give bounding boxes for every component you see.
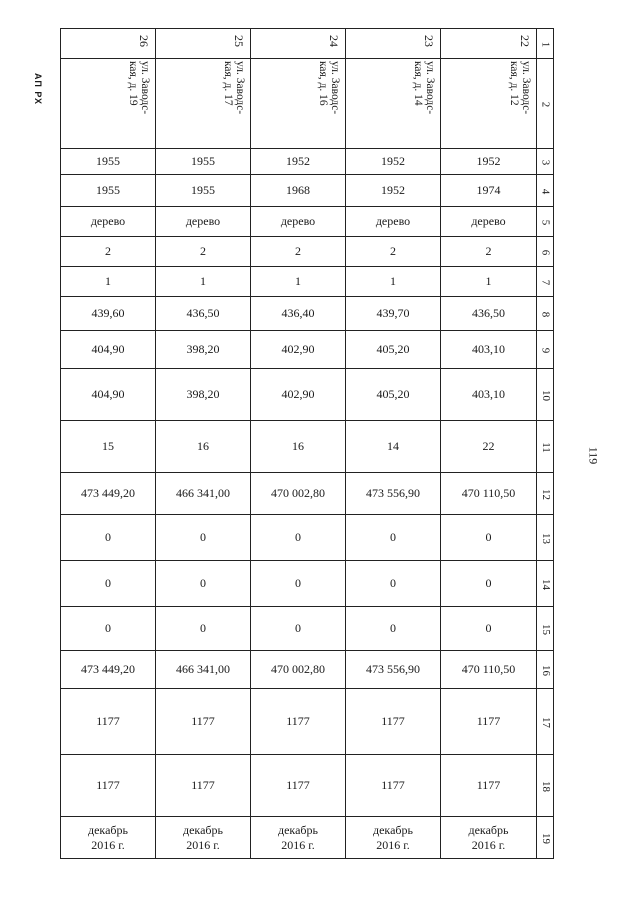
table-cell-record-number: 23 bbox=[346, 29, 441, 59]
table-cell: 398,20 bbox=[156, 369, 251, 421]
table-cell: 436,40 bbox=[251, 297, 346, 331]
table-cell: 1177 bbox=[346, 755, 441, 817]
table-cell: 466 341,00 bbox=[156, 473, 251, 515]
table-cell: 1968 bbox=[251, 175, 346, 207]
table-row-col-2 bbox=[61, 59, 554, 149]
table-row-col-8 bbox=[61, 297, 554, 331]
table-cell: 1955 bbox=[156, 175, 251, 207]
table-cell: 1955 bbox=[61, 175, 156, 207]
table-cell: 0 bbox=[346, 607, 441, 651]
table-cell: 1177 bbox=[251, 755, 346, 817]
table-row-col-16 bbox=[61, 651, 554, 689]
table-cell: 0 bbox=[61, 515, 156, 561]
table-cell-record-number: 26 bbox=[61, 29, 156, 59]
column-index-label: 11 bbox=[537, 421, 554, 473]
table-cell: 402,90 bbox=[251, 369, 346, 421]
table-row-col-11 bbox=[61, 421, 554, 473]
table-cell: 2 bbox=[441, 237, 537, 267]
table-cell: 14 bbox=[346, 421, 441, 473]
table-cell: 1952 bbox=[346, 175, 441, 207]
housing-register-table bbox=[60, 28, 554, 859]
table-cell: 0 bbox=[346, 515, 441, 561]
table-cell: 470 110,50 bbox=[441, 651, 537, 689]
table-cell: 402,90 bbox=[251, 331, 346, 369]
table-cell: 470 002,80 bbox=[251, 651, 346, 689]
table-cell-address: ул. Заводс- кая, д. 19 bbox=[61, 59, 156, 149]
table-cell: 404,90 bbox=[61, 331, 156, 369]
column-index-label: 1 bbox=[537, 29, 554, 59]
table-row-col-12 bbox=[61, 473, 554, 515]
table-cell: 1952 bbox=[346, 149, 441, 175]
table-cell: 2 bbox=[346, 237, 441, 267]
table-cell: 0 bbox=[441, 607, 537, 651]
column-index-label: 2 bbox=[537, 59, 554, 149]
table-cell: 1 bbox=[156, 267, 251, 297]
column-index-label: 18 bbox=[537, 755, 554, 817]
table-cell: 439,60 bbox=[61, 297, 156, 331]
table-cell-date: декабрь 2016 г. bbox=[346, 817, 441, 859]
table-cell: 0 bbox=[251, 561, 346, 607]
table-row-col-18 bbox=[61, 755, 554, 817]
table-cell: 405,20 bbox=[346, 369, 441, 421]
table-cell: 1177 bbox=[61, 755, 156, 817]
table-cell: 0 bbox=[441, 515, 537, 561]
table-cell: 403,10 bbox=[441, 331, 537, 369]
table-row-col-3 bbox=[61, 149, 554, 175]
page-number: 119 bbox=[586, 446, 601, 465]
table-cell: 1177 bbox=[156, 755, 251, 817]
table-cell-date: декабрь 2016 г. bbox=[156, 817, 251, 859]
table-row-col-6 bbox=[61, 237, 554, 267]
table-cell: 398,20 bbox=[156, 331, 251, 369]
table-cell: 1177 bbox=[441, 755, 537, 817]
table-cell: 466 341,00 bbox=[156, 651, 251, 689]
column-index-label: 5 bbox=[537, 207, 554, 237]
table-cell: 1177 bbox=[441, 689, 537, 755]
table-cell: 1955 bbox=[156, 149, 251, 175]
archive-stamp-label: АП РХ bbox=[33, 72, 44, 106]
table-cell: 2 bbox=[156, 237, 251, 267]
table-cell-record-number: 24 bbox=[251, 29, 346, 59]
column-index-label: 19 bbox=[537, 817, 554, 859]
column-index-label: 13 bbox=[537, 515, 554, 561]
table-cell: 1177 bbox=[156, 689, 251, 755]
column-index-label: 9 bbox=[537, 331, 554, 369]
table-cell: 15 bbox=[61, 421, 156, 473]
column-index-label: 12 bbox=[537, 473, 554, 515]
table-cell-address: ул. Заводс- кая, д. 14 bbox=[346, 59, 441, 149]
table-cell-record-number: 25 bbox=[156, 29, 251, 59]
table-cell: 1177 bbox=[61, 689, 156, 755]
table-cell: 0 bbox=[61, 561, 156, 607]
table-cell: 0 bbox=[156, 561, 251, 607]
table-row-col-1 bbox=[61, 29, 554, 59]
table-cell: 473 449,20 bbox=[61, 473, 156, 515]
table-row-col-5 bbox=[61, 207, 554, 237]
table-cell: 1974 bbox=[441, 175, 537, 207]
table-cell: дерево bbox=[346, 207, 441, 237]
table-cell-address: ул. Заводс- кая, д. 17 bbox=[156, 59, 251, 149]
table-cell: 405,20 bbox=[346, 331, 441, 369]
table-row-col-19 bbox=[61, 817, 554, 859]
column-index-label: 4 bbox=[537, 175, 554, 207]
table-cell-record-number: 22 bbox=[441, 29, 537, 59]
table-row-col-9 bbox=[61, 331, 554, 369]
table-cell-address: ул. Заводс- кая, д. 12 bbox=[441, 59, 537, 149]
table-cell: 1 bbox=[61, 267, 156, 297]
column-index-label: 14 bbox=[537, 561, 554, 607]
table-cell: 1177 bbox=[251, 689, 346, 755]
table-cell: 404,90 bbox=[61, 369, 156, 421]
column-index-label: 10 bbox=[537, 369, 554, 421]
table-cell: дерево bbox=[251, 207, 346, 237]
table-cell: 1 bbox=[346, 267, 441, 297]
column-index-label: 7 bbox=[537, 267, 554, 297]
table-cell: 0 bbox=[441, 561, 537, 607]
table-cell: 436,50 bbox=[156, 297, 251, 331]
table-cell: 1952 bbox=[441, 149, 537, 175]
table-row-col-10 bbox=[61, 369, 554, 421]
table-cell: 470 110,50 bbox=[441, 473, 537, 515]
column-index-label: 3 bbox=[537, 149, 554, 175]
table-cell-date: декабрь 2016 г. bbox=[441, 817, 537, 859]
column-index-label: 8 bbox=[537, 297, 554, 331]
table-cell: 1 bbox=[441, 267, 537, 297]
table-cell: 473 449,20 bbox=[61, 651, 156, 689]
table-cell: 2 bbox=[61, 237, 156, 267]
table-cell: 470 002,80 bbox=[251, 473, 346, 515]
table-cell: 22 bbox=[441, 421, 537, 473]
table-cell: 473 556,90 bbox=[346, 651, 441, 689]
table-cell: 1 bbox=[251, 267, 346, 297]
table-cell: дерево bbox=[61, 207, 156, 237]
table-cell: 16 bbox=[156, 421, 251, 473]
table-cell: 16 bbox=[251, 421, 346, 473]
table-cell: 0 bbox=[156, 515, 251, 561]
table-cell: 0 bbox=[346, 561, 441, 607]
table-cell: 0 bbox=[156, 607, 251, 651]
table-cell: 1955 bbox=[61, 149, 156, 175]
table-cell: 436,50 bbox=[441, 297, 537, 331]
table-row-col-14 bbox=[61, 561, 554, 607]
column-index-label: 6 bbox=[537, 237, 554, 267]
table-cell: 0 bbox=[251, 607, 346, 651]
table-cell: 2 bbox=[251, 237, 346, 267]
table-cell: дерево bbox=[156, 207, 251, 237]
table-cell-date: декабрь 2016 г. bbox=[61, 817, 156, 859]
table-cell: дерево bbox=[441, 207, 537, 237]
column-index-label: 16 bbox=[537, 651, 554, 689]
table-cell: 403,10 bbox=[441, 369, 537, 421]
column-index-label: 17 bbox=[537, 689, 554, 755]
table-cell-date: декабрь 2016 г. bbox=[251, 817, 346, 859]
table-cell: 473 556,90 bbox=[346, 473, 441, 515]
column-index-label: 15 bbox=[537, 607, 554, 651]
table-row-col-7 bbox=[61, 267, 554, 297]
table-cell: 439,70 bbox=[346, 297, 441, 331]
table-row-col-17 bbox=[61, 689, 554, 755]
table-row-col-4 bbox=[61, 175, 554, 207]
table-row-col-13 bbox=[61, 515, 554, 561]
table-cell: 1952 bbox=[251, 149, 346, 175]
table-cell: 0 bbox=[61, 607, 156, 651]
table-cell-address: ул. Заводс- кая, д. 16 bbox=[251, 59, 346, 149]
table-cell: 0 bbox=[251, 515, 346, 561]
table-row-col-15 bbox=[61, 607, 554, 651]
table-cell: 1177 bbox=[346, 689, 441, 755]
